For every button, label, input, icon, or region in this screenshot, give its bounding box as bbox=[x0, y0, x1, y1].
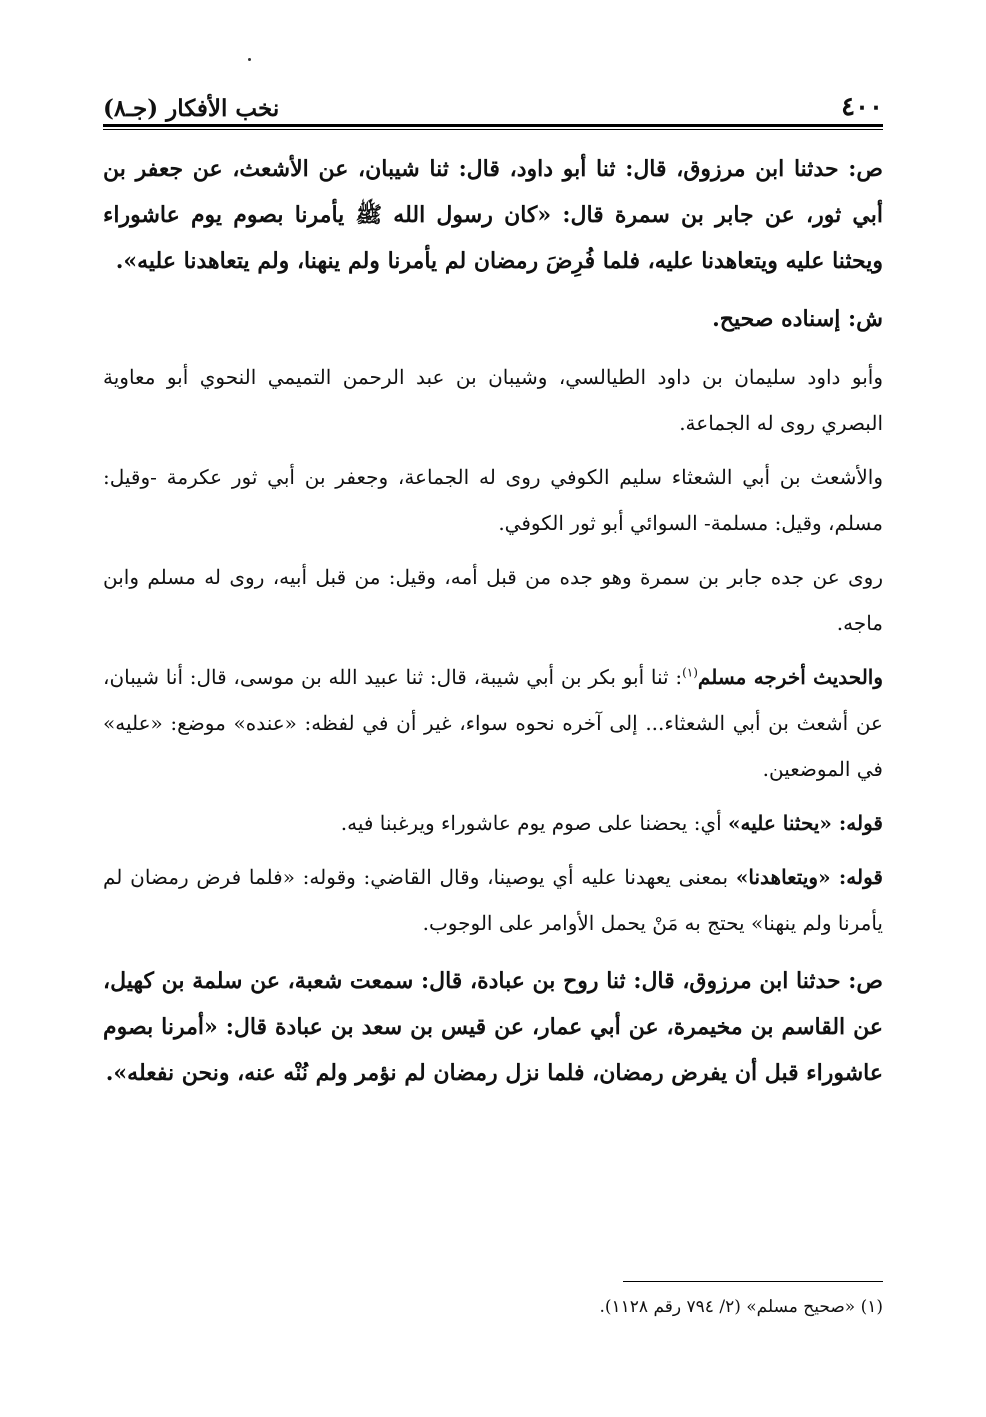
explanation-1-lead: قوله: «يحثنا عليه» bbox=[728, 811, 883, 835]
page-number: ٤٠٠ bbox=[841, 92, 883, 122]
explanation-1-body: أي: يحضنا على صوم يوم عاشوراء ويرغبنا فيه. bbox=[340, 811, 729, 835]
narrator-note-1: وأبو داود سليمان بن داود الطيالسي، وشيبان بن عبد الرحمن التميمي النحوي أبو معاوية البصري روى له الجماعة. bbox=[103, 365, 883, 435]
explanation-2-lead: قوله: «ويتعاهدنا» bbox=[735, 865, 883, 889]
footnote-1: (١) «صحيح مسلم» (٢/ ٧٩٤ رقم ١١٢٨). bbox=[599, 1297, 883, 1317]
page-speck bbox=[248, 58, 251, 61]
explanation-1 bbox=[103, 800, 883, 846]
running-header bbox=[103, 82, 883, 122]
takhrij-body: : ثنا أبو بكر بن أبي شيبة، قال: ثنا عبيد الله بن موسى، قال: أنا شيبان، عن أشعث بن أبي الشعثاء... إلى آخره نحوه سواء، غير أن في لفظه: «عنده» موضع: «عليه» في الموضعين. bbox=[103, 665, 883, 781]
explanation-2 bbox=[103, 854, 883, 946]
main-text bbox=[103, 146, 883, 1096]
hadith-text-1: ص: حدثنا ابن مرزوق، قال: ثنا أبو داود، قال: ثنا شيبان، عن الأشعث، عن جعفر بن أبي ثور، عن جابر بن سمرة قال: «كان رسول الله ﷺ يأمرنا بصوم يوم عاشوراء ويحثنا عليه ويتعاهدنا عليه، فلما فُرِضَ رمضان لم يأمرنا ولم ينهنا، ولم يتعاهدنا عليه». bbox=[103, 156, 883, 274]
header-rule-thick bbox=[103, 124, 883, 127]
footnote-ref-1[interactable]: (١) bbox=[682, 665, 698, 680]
narrator-note-2: والأشعث بن أبي الشعثاء سليم الكوفي روى له الجماعة، وجعفر بن أبي ثور عكرمة -وقيل: مسلم، وقيل: مسلمة- السوائي أبو ثور الكوفي. bbox=[103, 465, 883, 535]
takhrij-lead: والحديث أخرجه مسلم bbox=[697, 665, 884, 689]
takhrij-paragraph bbox=[103, 654, 883, 792]
header-rule-thin bbox=[103, 129, 883, 130]
explanation-2-body: بمعنى يعهدنا عليه أي يوصينا، وقال القاضي: وقوله: «فلما فرض رمضان لم يأمرنا ولم ينهنا» يحتج به مَنْ يحمل الأوامر على الوجوب. bbox=[103, 865, 883, 935]
commentary-heading: ش: إسناده صحيح. bbox=[712, 306, 883, 332]
narrator-note-3: روى عن جده جابر بن سمرة وهو جده من قبل أمه، وقيل: من قبل أبيه، روى له مسلم وابن ماجه. bbox=[103, 565, 883, 635]
book-title: نخب الأفكار (جـ٨) bbox=[103, 95, 280, 122]
footnote-rule bbox=[623, 1281, 883, 1282]
hadith-text-2: ص: حدثنا ابن مرزوق، قال: ثنا روح بن عبادة، قال: سمعت شعبة، عن سلمة بن كهيل، عن القاسم بن مخيمرة، عن أبي عمار، عن قيس بن سعد بن عبادة قال: «أمرنا بصوم عاشوراء قبل أن يفرض رمضان، فلما نزل رمضان لم نؤمر ولم نُنْه عنه، ونحن نفعله». bbox=[103, 968, 883, 1086]
